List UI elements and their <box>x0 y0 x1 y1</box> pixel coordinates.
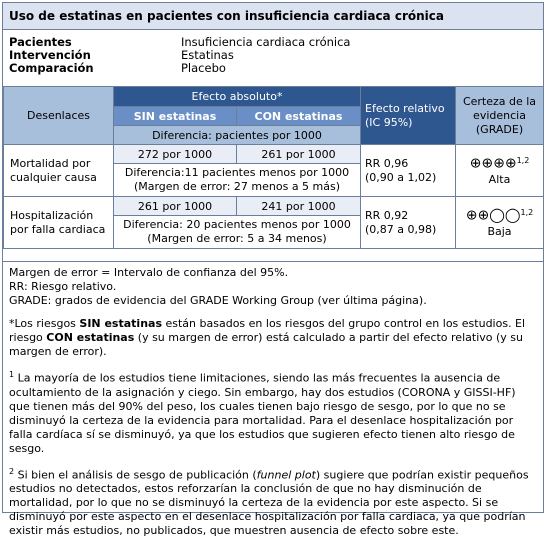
difference-cell <box>114 216 361 249</box>
relative-effect <box>361 145 456 197</box>
table-title: Uso de estatinas en pacientes con insuficiencia cardiaca crónica <box>3 3 543 30</box>
difference-text: Diferencia: 20 pacientes menos por 1000 <box>123 218 351 231</box>
risk-note-sin: SIN estatinas <box>79 317 162 330</box>
header-efecto-absoluto: Efecto absoluto* <box>114 87 361 107</box>
certainty-footnote-ref: 1,2 <box>520 207 534 217</box>
pico-label-intervencion: Intervención <box>9 48 91 62</box>
margin-text: (Margen de error: 27 menos a 5 más) <box>133 180 341 193</box>
margin-text: (Margen de error: 5 a 34 menos) <box>147 232 327 245</box>
evidence-summary-table <box>2 2 544 538</box>
con-value: 241 por 1000 <box>237 197 361 216</box>
certainty-footnote-ref: 1,2 <box>516 155 530 165</box>
pico-block <box>3 31 543 81</box>
certainty-symbols: ⊕⊕◯◯ <box>465 207 521 224</box>
footnote-2-text: ) sugiere que podrían existir pequeños estudios no detectados, estos reforzarían la conclusión de que no hay disminución de mortalidad, por lo que no se disminuyó la certeza de la evidencia por este aspecto. Si se disminuyó por este aspecto en el desenlace hospitalización por falla cardiaca, ya que podrían existir más estudios, no publicados, que muestren ausencia de efecto sobre este. <box>9 468 529 538</box>
difference-cell <box>114 164 361 197</box>
risk-note-con: CON estatinas <box>46 331 135 344</box>
certainty-cell <box>456 197 544 249</box>
header-certeza: Certeza de la evidencia (GRADE) <box>456 87 544 145</box>
footnote-1-text: La mayoría de los estudios tiene limitaciones, siendo las más frecuentes la ausencia de ocultamiento de la asignación y ciego. Sin embargo, hay dos estudios (CORONA y GISSI-HF) que tienen más del 90% del peso, los cuales tienen bajo riesgo de sesgo, por lo que no se disminuyó la certeza de la evidencia para mortalidad. Para el desenlace hospitalización por falla cardíaca sí se disminuyó, ya que los estudios que sugieren efecto tienen alto riesgo de sesgo. <box>9 371 516 455</box>
footnotes <box>3 261 543 547</box>
abbr-rr: RR: Riesgo relativo. <box>9 280 117 293</box>
footnote-2-funnel: funnel plot <box>256 468 316 482</box>
rr-ci: (0,90 a 1,02) <box>365 170 437 184</box>
sin-value: 261 por 1000 <box>114 197 237 216</box>
pico-value-comparacion: Placebo <box>181 61 226 75</box>
risk-note-text: *Los riesgos <box>9 317 80 330</box>
header-diferencia: Diferencia: pacientes por 1000 <box>114 126 361 145</box>
risk-note-text: (y su margen de error) está calculado a partir del efecto relativo (y su margen de error). <box>9 331 523 358</box>
pico-label-pacientes: Pacientes <box>9 35 72 49</box>
relative-effect <box>361 197 456 249</box>
con-value: 261 por 1000 <box>237 145 361 164</box>
sin-value: 272 por 1000 <box>114 145 237 164</box>
outcomes-table <box>3 86 544 249</box>
certainty-cell <box>456 145 544 197</box>
certainty-symbols: ⊕⊕⊕⊕ <box>469 155 517 172</box>
footnote-2-text: Si bien el análisis de sesgo de publicación ( <box>14 468 257 482</box>
certainty-level: Baja <box>487 225 512 239</box>
pico-value-pacientes: Insuficiencia cardiaca crónica <box>181 35 351 49</box>
pico-label-comparacion: Comparación <box>9 61 94 75</box>
footnote-1-mark: 1 <box>9 370 15 379</box>
footnote-2-mark: 2 <box>9 466 15 476</box>
outcome-hospitalizacion: Hospitalización por falla cardiaca <box>4 197 114 249</box>
table-row <box>4 145 544 164</box>
footnote-1 <box>9 368 537 456</box>
footnote-2 <box>9 465 537 539</box>
difference-text: Diferencia:11 pacientes menos por 1000 <box>124 166 350 179</box>
header-con-estatinas: CON estatinas <box>237 107 361 126</box>
header-desenlaces: Desenlaces <box>4 87 114 145</box>
rr-ci: (0,87 a 0,98) <box>365 222 437 236</box>
pico-value-intervencion: Estatinas <box>181 48 234 62</box>
abbreviations <box>9 266 537 308</box>
rr-value: RR 0,92 <box>365 208 409 222</box>
abbr-margin: Margen de error = Intervalo de confianza del 95%. <box>9 266 289 279</box>
rr-value: RR 0,96 <box>365 156 409 170</box>
header-sin-estatinas: SIN estatinas <box>114 107 237 126</box>
abbr-grade: GRADE: grados de evidencia del GRADE Working Group (ver última página). <box>9 294 427 307</box>
header-efecto-relativo: Efecto relativo (IC 95%) <box>361 87 456 145</box>
table-row <box>4 197 544 216</box>
certainty-level: Alta <box>488 173 511 187</box>
risk-note <box>9 317 537 359</box>
outcome-mortalidad: Mortalidad por cualquier causa <box>4 145 114 197</box>
risk-note-text: están basados en los riesgos del grupo control en los estudios. El riesgo <box>9 317 526 344</box>
